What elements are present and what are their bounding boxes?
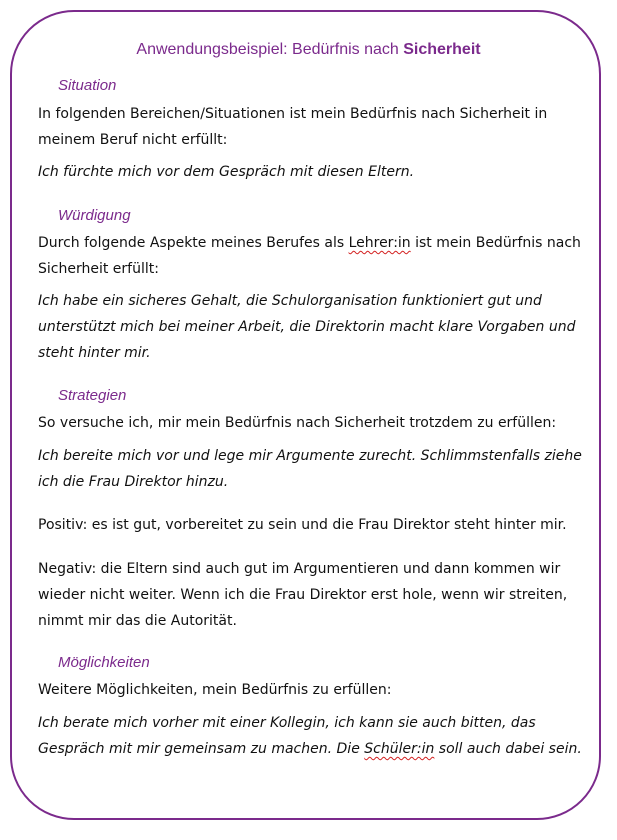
heading-situation: Situation <box>58 77 117 94</box>
spellcheck-word-schuelerin: Schüler:in <box>364 741 435 757</box>
situation-answer: Ich fürchte mich vor dem Gespräch mit diesen Eltern. <box>38 164 415 180</box>
heading-moeglichkeiten: Möglichkeiten <box>58 654 150 671</box>
heading-strategien: Strategien <box>58 387 127 404</box>
wuerdigung-intro-pre: Durch folgende Aspekte meines Berufes als <box>38 235 349 251</box>
page-title <box>0 41 617 59</box>
moeglichkeiten-answer-post: soll auch dabei sein. <box>434 741 582 757</box>
moeglichkeiten-answer-pre: Ich berate mich vorher mit einer Kollegin, ich kann sie auch bitten, das Gespräch mit mir gemeinsam zu machen. Die <box>38 715 536 757</box>
strategien-answer: Ich bereite mich vor und lege mir Argumente zurecht. Schlimmstenfalls ziehe ich die Frau Direktor hinzu. <box>38 448 582 490</box>
strategien-intro: So versuche ich, mir mein Bedürfnis nach Sicherheit trotzdem zu erfüllen: <box>38 415 557 431</box>
moeglichkeiten-intro: Weitere Möglichkeiten, mein Bedürfnis zu erfüllen: <box>38 682 392 698</box>
wuerdigung-intro-post: ist mein Bedürfnis nach Sicherheit erfüllt: <box>38 235 581 277</box>
title-bold-word: Sicherheit <box>403 41 481 58</box>
wuerdigung-answer: Ich habe ein sicheres Gehalt, die Schulorganisation funktioniert gut und unterstützt mich bei meiner Arbeit, die Direktorin macht klare Vorgaben und steht hinter mir. <box>38 293 576 361</box>
strategien-positive: Positiv: es ist gut, vorbereitet zu sein und die Frau Direktor steht hinter mir. <box>38 517 567 533</box>
title-prefix: Anwendungsbeispiel: Bedürfnis nach <box>136 41 404 58</box>
strategien-negative: Negativ: die Eltern sind auch gut im Argumentieren und dann kommen wir wieder nicht weiter. Wenn ich die Frau Direktor erst hole, wenn wir streiten, nimmt mir das die Autorität. <box>38 561 568 629</box>
wuerdigung-intro <box>38 230 583 282</box>
heading-wuerdigung: Würdigung <box>58 207 131 224</box>
situation-intro: In folgenden Bereichen/Situationen ist mein Bedürfnis nach Sicherheit in meinem Beruf nicht erfüllt: <box>38 106 548 148</box>
spellcheck-word-lehrerin: Lehrer:in <box>348 235 411 251</box>
moeglichkeiten-answer <box>38 710 583 762</box>
